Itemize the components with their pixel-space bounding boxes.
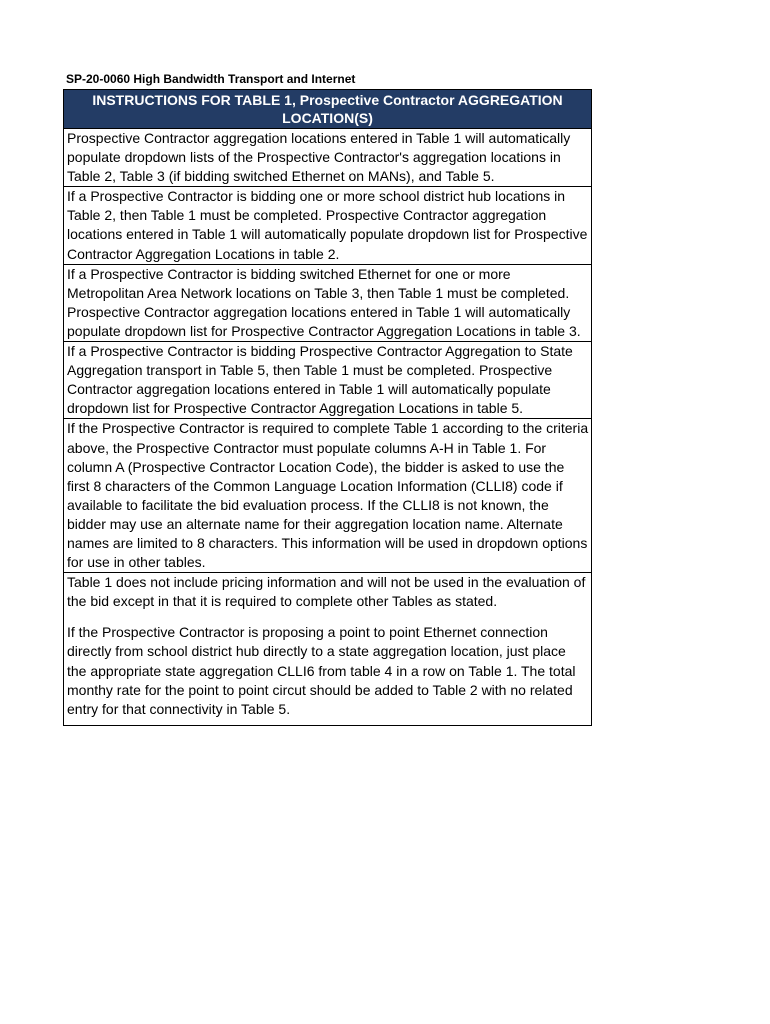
row-text: Prospective Contractor aggregation locations entered in Table 1 will automatically populate dropdown lists of the Prospective Contractor's aggregation locations in Table 2, Table 3 (if bidding switched Ethernet on MANs), and Table 5. <box>67 130 571 185</box>
table-row <box>64 187 591 264</box>
row-text: Table 1 does not include pricing information and will not be used in the evaluation of the bid except in that it is required to complete other Tables as stated. <box>67 574 586 610</box>
row-text-secondary: If the Prospective Contractor is proposing a point to point Ethernet connection directly from school district hub directly to a state aggregation location, just place the appropriate state aggregation CLLI6 from table 4 in a row on Table 1. The total monthy rate for the point to point circut should be added to Table 2 with no related entry for that connectivity in Table 5. <box>67 624 576 717</box>
row-text: If a Prospective Contractor is bidding one or more school district hub locations in Table 2, then Table 1 must be completed. Prospective Contractor aggregation locations entered in Table 1 will automatically populate dropdown list for Prospective Contractor Aggregation Locations in table 2. <box>67 188 588 262</box>
table-row <box>64 129 591 187</box>
instructions-table <box>63 89 592 726</box>
table-row <box>64 419 591 573</box>
table-row <box>64 265 591 342</box>
table-row <box>64 573 591 725</box>
row-text: If the Prospective Contractor is required to complete Table 1 according to the criteria above, the Prospective Contractor must populate columns A-H in Table 1. For column A (Prospective Contractor Location Code), the bidder is asked to use the first 8 characters of the Common Language Location Information (CLLI8) code if available to facilitate the bid evaluation process. If the CLLI8 is not known, the bidder may use an alternate name for their aggregation location name. Alternate names are limited to 8 characters. This information will be used in dropdown options for use in other tables. <box>67 420 589 571</box>
table-row <box>64 342 591 419</box>
document-title: SP-20-0060 High Bandwidth Transport and Internet <box>66 72 356 86</box>
table-header: INSTRUCTIONS FOR TABLE 1, Prospective Contractor AGGREGATION LOCATION(S) <box>64 90 591 129</box>
row-text: If a Prospective Contractor is bidding switched Ethernet for one or more Metropolitan Area Network locations on Table 3, then Table 1 must be completed. Prospective Contractor aggregation locations entered in Table 1 will automatically populate dropdown list for Prospective Contractor Aggregation Locations in table 3. <box>67 265 581 339</box>
row-text: If a Prospective Contractor is bidding Prospective Contractor Aggregation to State Aggregation transport in Table 5, then Table 1 must be completed. Prospective Contractor aggregation locations entered in Table 1 will automatically populate dropdown list for Prospective Contractor Aggregation Locations in table 5. <box>67 343 573 417</box>
